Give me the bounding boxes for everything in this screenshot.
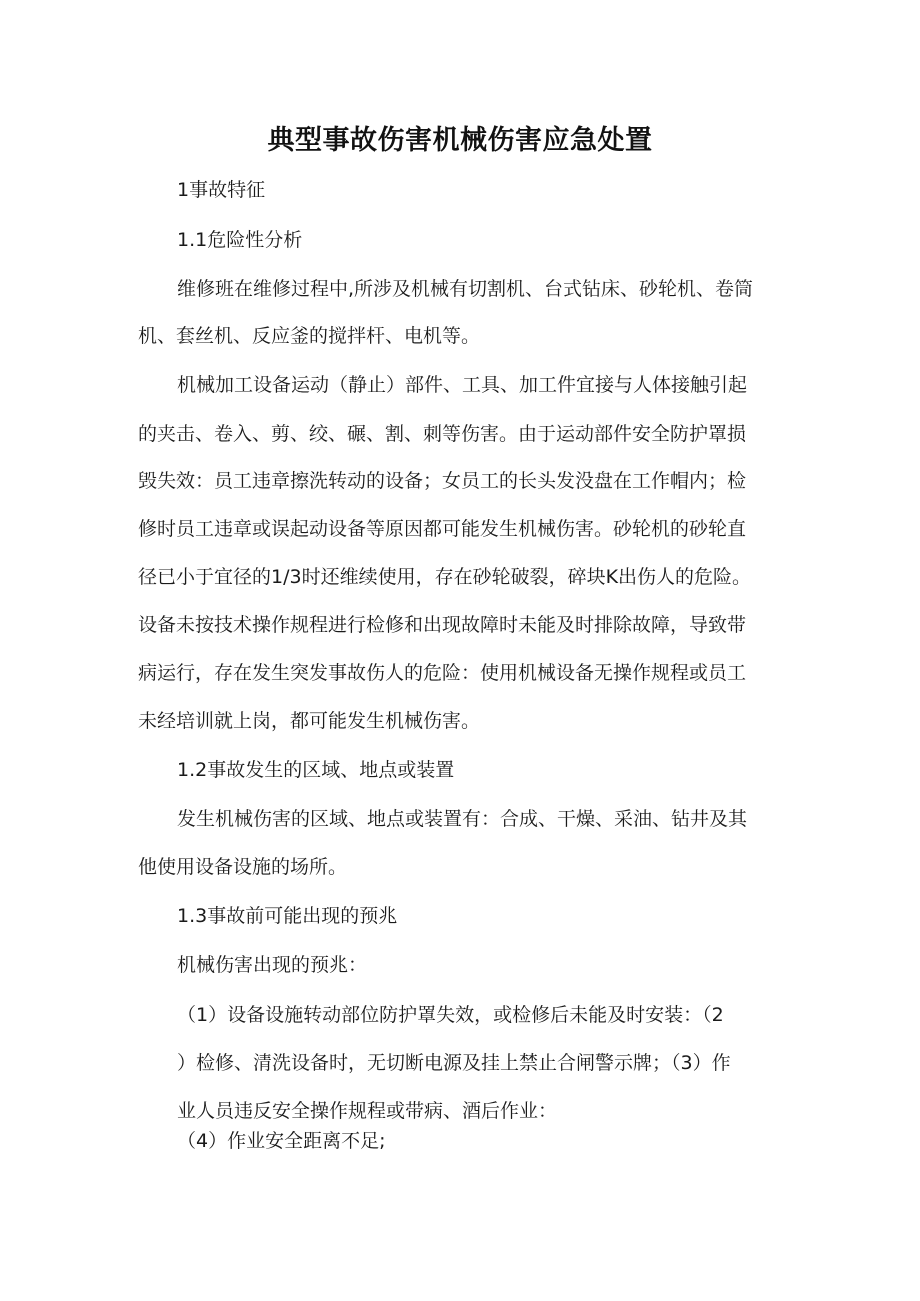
paragraph-line: （4）作业安全距离不足; [177, 1130, 386, 1152]
heading-1: 1事故特征 [177, 179, 266, 201]
paragraph-line: 未经培训就上岗，都可能发生机械伤害。 [138, 710, 481, 732]
paragraph-line: 维修班在维修过程中,所涉及机械有切割机、台式钻床、砂轮机、卷筒 [177, 278, 754, 300]
heading-1-2: 1.2事故发生的区域、地点或装置 [177, 759, 455, 781]
paragraph-line: 设备未按技术操作规程进行检修和出现故障时未能及时排除故障，导致带 [138, 614, 747, 636]
paragraph-line: 机械加工设备运动（静止）部件、工具、加工件宜接与人体接触引起 [177, 374, 748, 396]
paragraph-line: 他使用设备设施的场所。 [138, 856, 348, 878]
paragraph-line: 发生机械伤害的区域、地点或装置有：合成、干燥、采油、钻井及其 [177, 808, 748, 830]
paragraph-line: 修时员工违章或误起动设备等原因都可能发生机械伤害。砂轮机的砂轮直 [138, 518, 747, 540]
paragraph-line: 的夹击、卷入、剪、绞、碾、割、刺等伤害。由于运动部件安全防护罩损 [138, 423, 747, 445]
heading-1-1: 1.1危险性分析 [177, 229, 303, 251]
heading-1-3: 1.3事故前可能出现的预兆 [177, 905, 398, 927]
paragraph-line: 毁失效：员工违章擦洗转动的设备；女员工的长头发没盘在工作帽内；检 [138, 470, 747, 492]
paragraph-line: ）检修、清洗设备时，无切断电源及挂上禁止合闸警示牌；（3）作 [177, 1052, 731, 1074]
paragraph-line: 径已小于宜径的1/3时还维续使用，存在砂轮破裂，碎块K出伤人的危险。 [138, 566, 752, 588]
paragraph-line: （1）设备设施转动部位防护罩失效，或检修后未能及时安装：（2 [177, 1004, 724, 1026]
paragraph-line: 机、套丝机、反应釜的搅拌杆、电机等。 [138, 325, 481, 347]
paragraph-line: 业人员违反安全操作规程或带病、酒后作业： [177, 1100, 558, 1122]
paragraph-line: 病运行，存在发生突发事故伤人的危险：使用机械设备无操作规程或员工 [138, 662, 747, 684]
document-title: 典型事故伤害机械伤害应急处置 [267, 125, 653, 156]
paragraph-warning-signs-intro: 机械伤害出现的预兆： [177, 954, 368, 976]
